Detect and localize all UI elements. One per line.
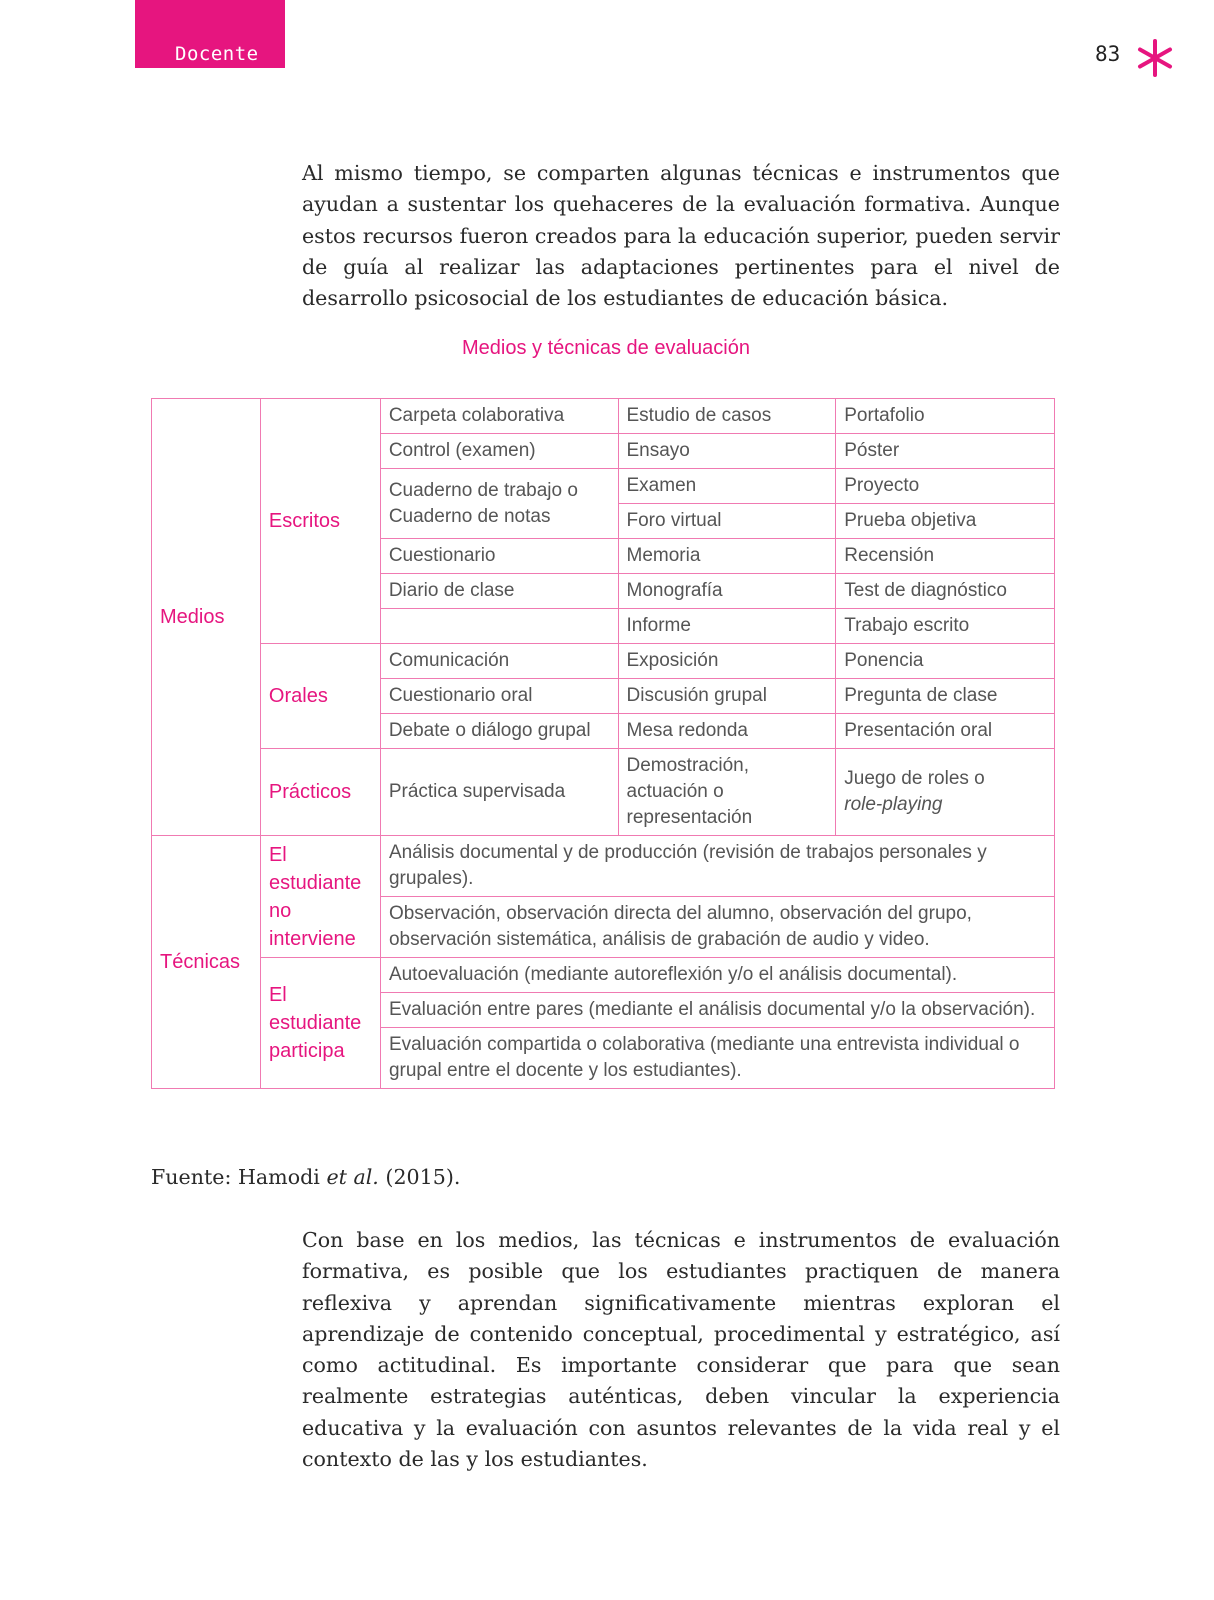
evaluation-table xyxy=(151,398,1055,836)
tecnicas-label: Técnicas xyxy=(152,836,261,1089)
medios-label: Medios xyxy=(152,399,261,836)
table-cell: Demostración, actuación o representación xyxy=(618,749,836,836)
table-cell: Observación, observación directa del alumno, observación del grupo, observación sistemática, análisis de grabación de audio y video. xyxy=(380,897,1054,958)
page-number: 83 xyxy=(1095,42,1121,66)
closing-paragraph: Con base en los medios, las técnicas e instrumentos de evaluación formativa, es posible que los estudiantes practiquen de manera reflexiva y aprendan significativamente mientras exploran el aprendizaje de contenido conceptual, procedimental y estratégico, así como actitudinal. Es importante considerar que para que sean realmente estrategias auténticas, deben vincular la experiencia educativa y la evaluación con asuntos relevantes de la vida real y el contexto de las y los estudiantes. xyxy=(302,1228,1060,1472)
table-cell: Presentación oral xyxy=(836,714,1055,749)
table-cell: Comunicación xyxy=(380,644,618,679)
table-cell: Prueba objetiva xyxy=(836,504,1055,539)
source-prefix: Fuente: Hamodi xyxy=(151,1165,327,1189)
table-cell: Ponencia xyxy=(836,644,1055,679)
section-label: Docente xyxy=(175,43,259,65)
table-cell: Debate o diálogo grupal xyxy=(380,714,618,749)
source-italic: et al. xyxy=(326,1165,379,1189)
cell-text: Juego de roles o xyxy=(844,768,985,789)
table-cell: Cuestionario oral xyxy=(380,679,618,714)
table-cell: Recensión xyxy=(836,539,1055,574)
asterisk-icon xyxy=(1135,38,1175,78)
table-cell: Memoria xyxy=(618,539,836,574)
table-cell: Diario de clase xyxy=(380,574,618,609)
table-title: Medios y técnicas de evaluación xyxy=(462,337,750,359)
table-cell: Estudio de casos xyxy=(618,399,836,434)
no-interviene-label: El estudiante no interviene xyxy=(260,836,380,958)
table-cell: Cuaderno de trabajo o Cuaderno de notas xyxy=(380,469,618,539)
techniques-table xyxy=(151,835,1055,1089)
table-cell: Monografía xyxy=(618,574,836,609)
table-cell: Ensayo xyxy=(618,434,836,469)
table-cell: Evaluación entre pares (mediante el análisis documental y/o la observación). xyxy=(380,993,1054,1028)
table-cell: Portafolio xyxy=(836,399,1055,434)
table-cell: Informe xyxy=(618,609,836,644)
table-cell: Análisis documental y de producción (revisión de trabajos personales y grupales). xyxy=(380,836,1054,897)
source-suffix: (2015). xyxy=(378,1165,461,1189)
escritos-label: Escritos xyxy=(260,399,380,644)
participa-label: El estudiante participa xyxy=(260,958,380,1089)
section-tab xyxy=(135,0,285,68)
table-row xyxy=(152,958,1055,993)
table-cell: Exposición xyxy=(618,644,836,679)
table-row xyxy=(152,644,1055,679)
table-cell: Test de diagnóstico xyxy=(836,574,1055,609)
table-row xyxy=(152,399,1055,434)
table-cell: Práctica supervisada xyxy=(380,749,618,836)
table-cell: Control (examen) xyxy=(380,434,618,469)
orales-label: Orales xyxy=(260,644,380,749)
practicos-label: Prácticos xyxy=(260,749,380,836)
table-cell: Mesa redonda xyxy=(618,714,836,749)
table-cell: Foro virtual xyxy=(618,504,836,539)
table-cell: Autoevaluación (mediante autoreflexión y/o el análisis documental). xyxy=(380,958,1054,993)
table-cell: Discusión grupal xyxy=(618,679,836,714)
source-citation xyxy=(151,1165,460,1189)
table-cell xyxy=(380,609,618,644)
intro-paragraph: Al mismo tiempo, se comparten algunas técnicas e instrumentos que ayudan a sustentar los quehaceres de la evaluación formativa. Aunque estos recursos fueron creados para la educación superior, pueden servir de guía al realizar las adaptaciones pertinentes para el nivel de desarrollo psicosocial de los estudiantes de educación básica. xyxy=(302,161,1060,311)
table-cell: Póster xyxy=(836,434,1055,469)
table-cell: Carpeta colaborativa xyxy=(380,399,618,434)
table-cell: Pregunta de clase xyxy=(836,679,1055,714)
table-row xyxy=(152,836,1055,897)
cell-text-italic: role-playing xyxy=(844,794,943,815)
table-cell: Trabajo escrito xyxy=(836,609,1055,644)
table-row xyxy=(152,749,1055,836)
table-cell: Examen xyxy=(618,469,836,504)
table-cell: Evaluación compartida o colaborativa (mediante una entrevista individual o grupal entre el docente y los estudiantes). xyxy=(380,1028,1054,1089)
table-cell: Proyecto xyxy=(836,469,1055,504)
table-cell: Cuestionario xyxy=(380,539,618,574)
table-cell xyxy=(836,749,1055,836)
